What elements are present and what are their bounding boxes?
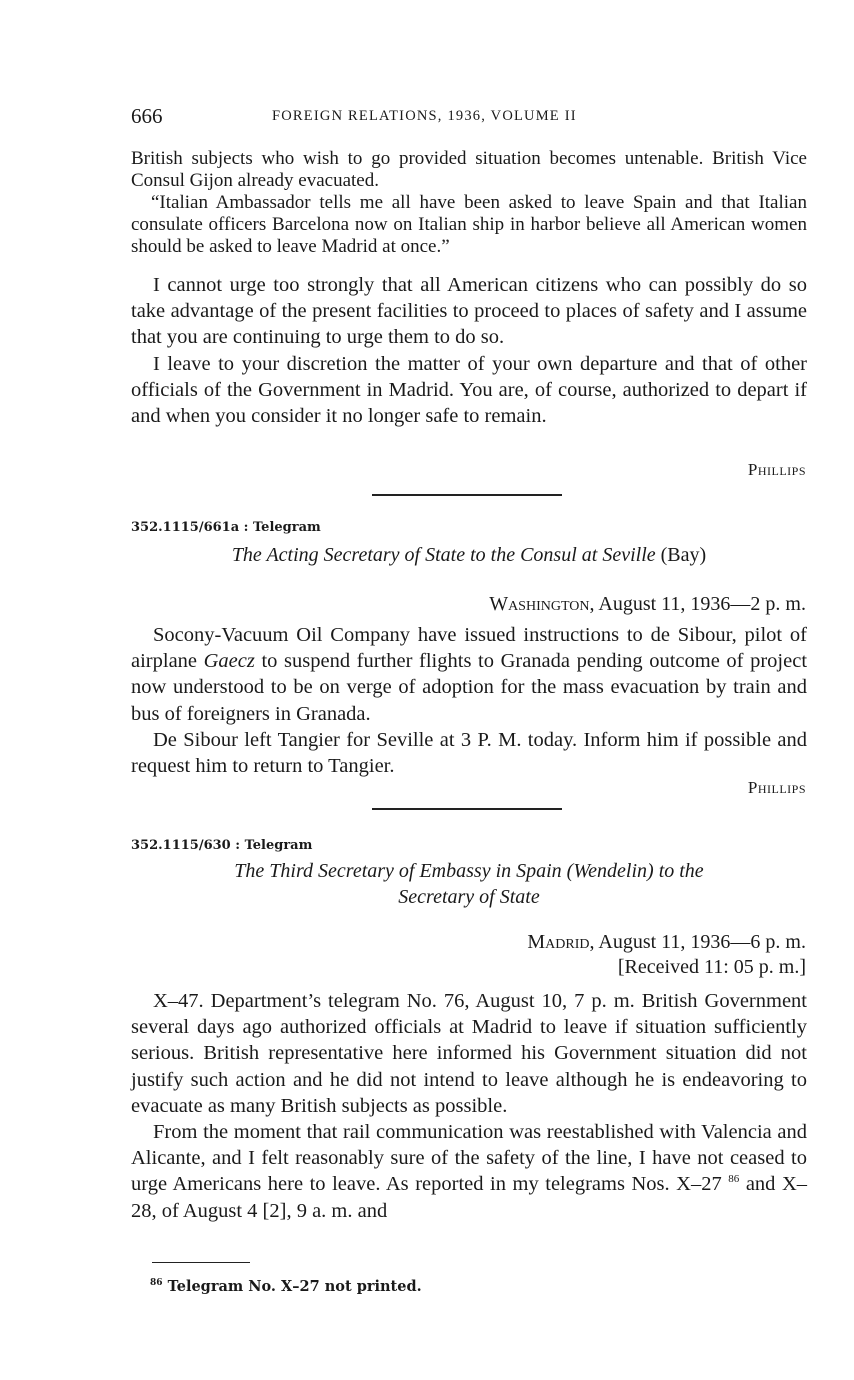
document-title: The Acting Secretary of State to the Consul at Seville (Bay) — [231, 544, 707, 566]
body-paragraph: X–47. Department’s telegram No. 76, August 10, 7 p. m. British Government several days ago authorized officials at Madrid to leave if situation sufficiently serious. British representative here informed his Government situation did not justify such action and he did not intend to leave although he is endeavoring to evacuate as many British subjects as possible. — [131, 990, 807, 1117]
body-paragraph: De Sibour left Tangier for Seville at 3 P. M. today. Inform him if possible and request him to return to Tangier. — [131, 728, 807, 778]
received-note: [Received 11: 05 p. m.] — [617, 956, 806, 978]
section-divider — [372, 808, 562, 810]
quote-paragraph: “Italian Ambassador tells me all have been asked to leave Spain and that Italian consulate officers Barcelona now on Italian ship in harbor believe all American women should be asked to leave Madrid at once.” — [131, 192, 807, 257]
body-paragraph: I cannot urge too strongly that all American citizens who can possibly do so take advantage of the present facilities to proceed to places of safety and I assume that you are continuing to urge them to do so. — [131, 274, 807, 349]
footnote-ref: 86 — [728, 1173, 740, 1186]
dateline: Madrid, August 11, 1936—6 p. m. [Received 11: 05 p. m.] — [527, 931, 806, 978]
footnote-divider — [152, 1262, 250, 1263]
file-id: 352.1115/630 : Telegram — [131, 838, 313, 853]
signature: Phillips — [747, 778, 806, 797]
signature: Phillips — [747, 460, 806, 479]
footnote-marker: 86 — [150, 1278, 163, 1289]
section-divider — [372, 494, 562, 496]
telegram-body — [131, 988, 807, 1224]
airplane-name: Gaecz — [203, 650, 255, 673]
continued-quote — [131, 148, 807, 258]
quote-paragraph: British subjects who wish to go provided situation becomes untenable. British Vice Consul Gijon already evacuated. — [131, 148, 807, 191]
page-number: 666 — [131, 104, 163, 128]
file-id: 352.1115/661a : Telegram — [131, 520, 321, 535]
document-title: The Third Secretary of Embassy in Spain (Wendelin) to the Secretary of State — [234, 860, 704, 908]
continued-body — [131, 272, 807, 429]
footnote — [150, 1278, 422, 1295]
footnote-text: Telegram No. X–27 not printed. — [167, 1278, 422, 1295]
running-head — [131, 104, 807, 130]
body-paragraph: From the moment that rail communication was reestablished with Valencia and Alicante, and I felt reasonably sure of the safety of the line, I have not ceased to urge Americans here to leave. As reported in my telegrams Nos. X–27 $^{86}$ and X–28, of August 4 [2], 9 a. m. and — [131, 1121, 808, 1222]
body-paragraph: Socony-Vacuum Oil Company have issued instructions to de Sibour, pilot of airplane Gaecz to suspend further flights to Granada pending outcome of project now understood to be on verge of adoption for the mass evacuation by train and bus of foreigners in Granada. — [131, 624, 808, 725]
telegram-body — [131, 622, 807, 779]
running-title: FOREIGN RELATIONS, 1936, VOLUME II — [272, 108, 577, 124]
dateline: Washington, August 11, 1936—2 p. m. — [489, 593, 806, 615]
body-paragraph: I leave to your discretion the matter of your own departure and that of other officials of the Government in Madrid. You are, of course, authorized to depart if and when you consider it no longer safe to remain. — [131, 352, 807, 428]
